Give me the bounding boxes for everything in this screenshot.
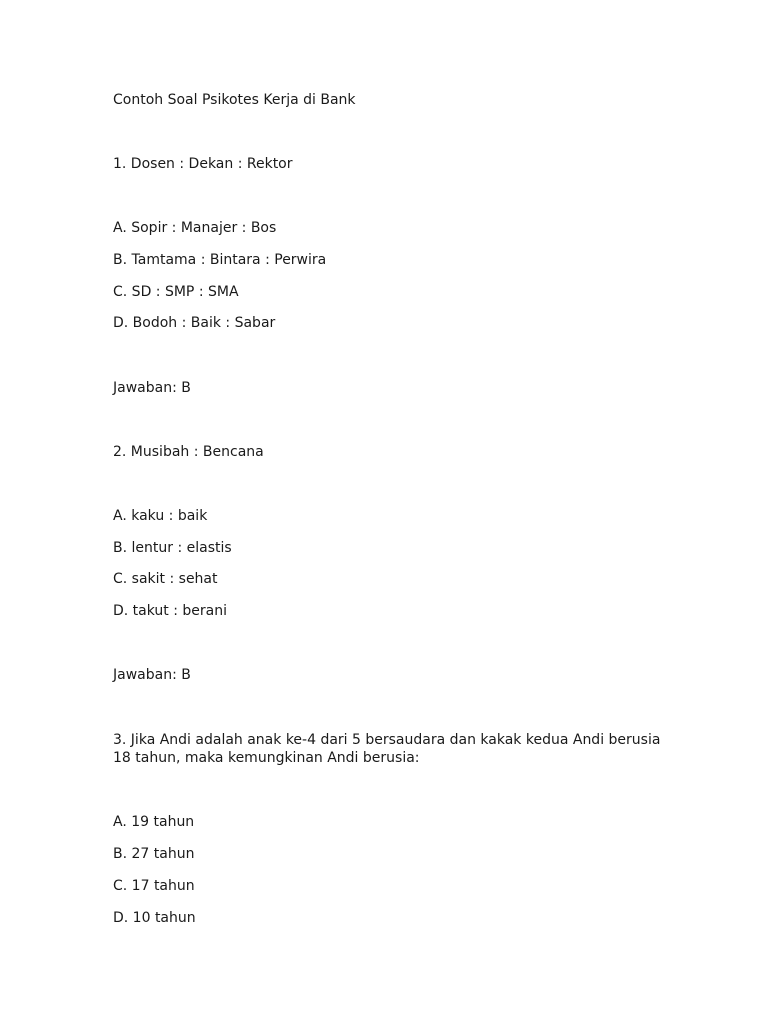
question-1-option-c: C. SD : SMP : SMA (113, 284, 239, 300)
question-3-text: 3. Jika Andi adalah anak ke-4 dari 5 bersaudara dan kakak kedua Andi berusia 18 tahun, maka kemungkinan Andi berusia: (113, 732, 661, 766)
question-2-option-a: A. kaku : baik (113, 508, 208, 524)
question-1-option-a: A. Sopir : Manajer : Bos (113, 220, 277, 236)
question-3-option-d: D. 10 tahun (113, 910, 196, 926)
question-3-option-a: A. 19 tahun (113, 814, 195, 830)
question-2-answer: Jawaban: B (113, 667, 191, 683)
question-1-option-b: B. Tamtama : Bintara : Perwira (113, 252, 327, 268)
question-1-text: 1. Dosen : Dekan : Rektor (113, 156, 293, 172)
document-title: Contoh Soal Psikotes Kerja di Bank (113, 92, 356, 108)
question-3-option-c: C. 17 tahun (113, 878, 195, 894)
question-2-text: 2. Musibah : Bencana (113, 444, 264, 460)
question-3-option-b: B. 27 tahun (113, 846, 195, 862)
question-2-option-d: D. takut : berani (113, 603, 228, 619)
question-1-answer: Jawaban: B (113, 380, 191, 396)
question-2-option-c: C. sakit : sehat (113, 571, 218, 587)
question-2-option-b: B. lentur : elastis (113, 540, 232, 556)
question-1-option-d: D. Bodoh : Baik : Sabar (113, 315, 276, 331)
